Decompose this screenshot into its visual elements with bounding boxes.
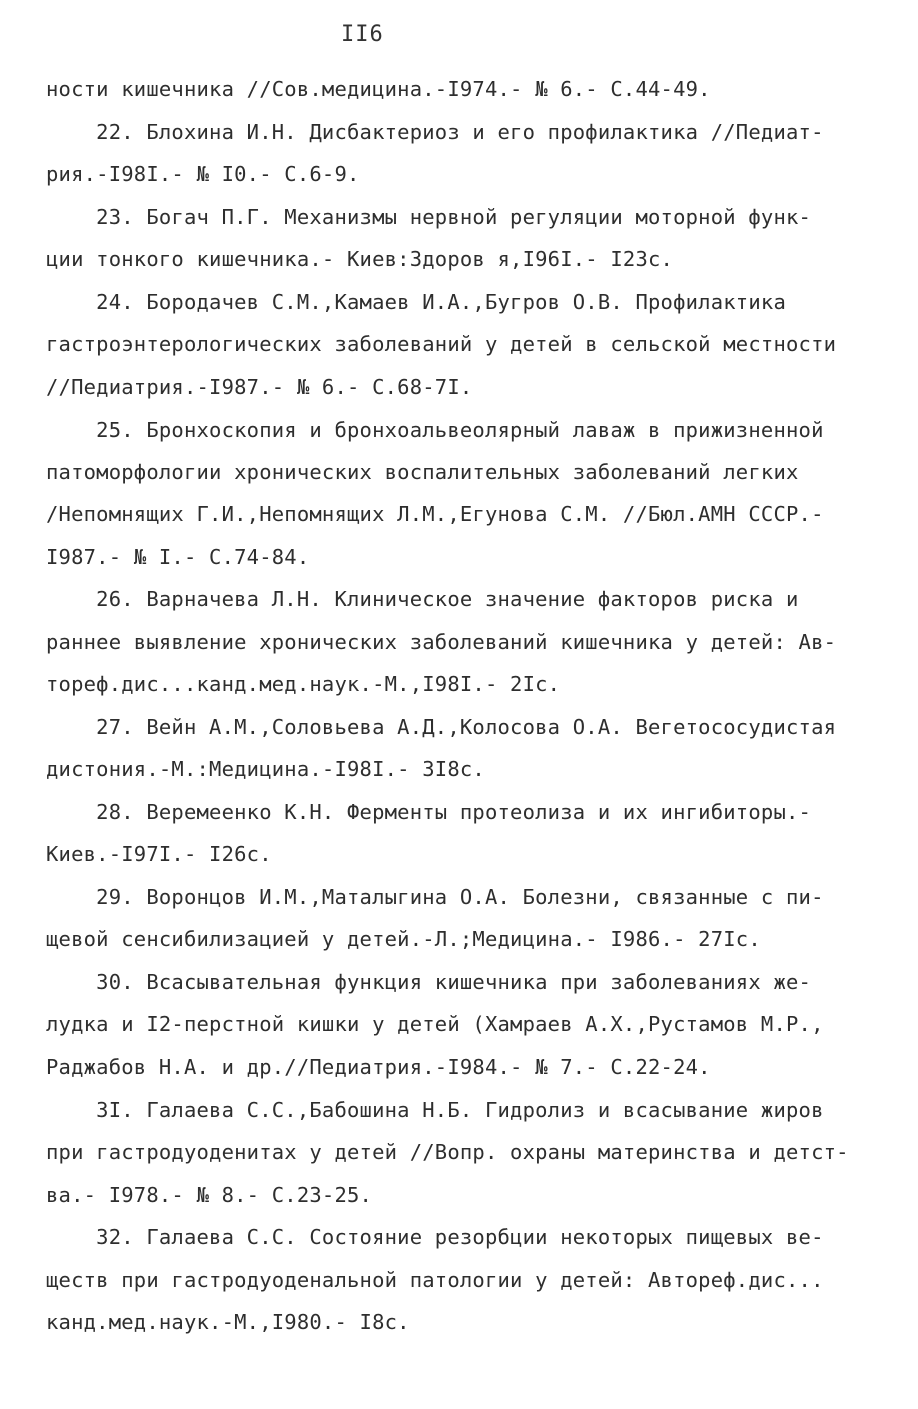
text-line: 27. Вейн А.М.,Соловьева А.Д.,Колосова О.А. Вегетососудистая [46,715,837,739]
text-line: Раджабов Н.А. и др.//Педиатрия.-I984.- № 7.- С.22-24. [46,1055,711,1079]
text-line: тореф.дис...канд.мед.наук.-М.,I98I.- 2Iс. [46,672,561,696]
text-line: 24. Бородачев С.М.,Камаев И.А.,Бугров О.В. Профилактика [46,290,786,314]
text-line: 25. Бронхоскопия и бронхоальвеолярный лаваж в прижизненной [46,418,824,442]
text-line: 32. Галаева С.С. Состояние резорбции некоторых пищевых ве- [46,1225,824,1249]
text-line: раннее выявление хронических заболеваний кишечника у детей: Ав- [46,630,837,654]
text-line: ществ при гастродуоденальной патологии у детей: Автореф.дис... [46,1268,824,1292]
text-line: 23. Богач П.Г. Механизмы нервной регуляции моторной функ- [46,205,812,229]
text-line: лудка и I2-перстной кишки у детей (Хамраев А.Х.,Рустамов М.Р., [46,1012,824,1036]
text-line: дистония.-М.:Медицина.-I98I.- 3I8с. [46,757,485,781]
text-line: ности кишечника //Сов.медицина.-I974.- № 6.- С.44-49. [46,77,711,101]
text-line: при гастродуоденитах у детей //Вопр. охраны материнства и детст- [46,1140,849,1164]
text-line: 29. Воронцов И.М.,Маталыгина О.А. Болезни, связанные с пи- [46,885,824,909]
text-line: гастроэнтерологических заболеваний у детей в сельской местности [46,332,837,356]
text-line: 22. Блохина И.Н. Дисбактериоз и его профилактика //Педиат- [46,120,824,144]
text-line: 30. Всасывательная функция кишечника при заболеваниях же- [46,970,812,994]
text-line: щевой сенсибилизацией у детей.-Л.;Медицина.- I986.- 27Iс. [46,927,761,951]
text-line: ва.- I978.- № 8.- С.23-25. [46,1183,373,1207]
text-line: канд.мед.наук.-М.,I980.- I8с. [46,1310,410,1334]
text-line: I987.- № I.- С.74-84. [46,545,310,569]
page-number: II6 [341,22,384,47]
text-line: Киев.-I97I.- I26с. [46,842,272,866]
text-line: /Непомнящих Г.И.,Непомнящих Л.М.,Егунова С.М. //Бюл.АМН СССР.- [46,502,824,526]
text-line: 28. Веремеенко К.Н. Ферменты протеолиза и их ингибиторы.- [46,800,812,824]
text-line: ции тонкого кишечника.- Киев:Здоров я,I96I.- I23с. [46,247,674,271]
text-line: рия.-I98I.- № I0.- С.6-9. [46,162,360,186]
text-line: 26. Варначева Л.Н. Клиническое значение факторов риска и [46,587,799,611]
text-line: патоморфологии хронических воспалительных заболеваний легких [46,460,799,484]
text-line: //Педиатрия.-I987.- № 6.- С.68-7I. [46,375,473,399]
text-line: 3I. Галаева С.С.,Бабошина Н.Б. Гидролиз и всасывание жиров [46,1098,824,1122]
